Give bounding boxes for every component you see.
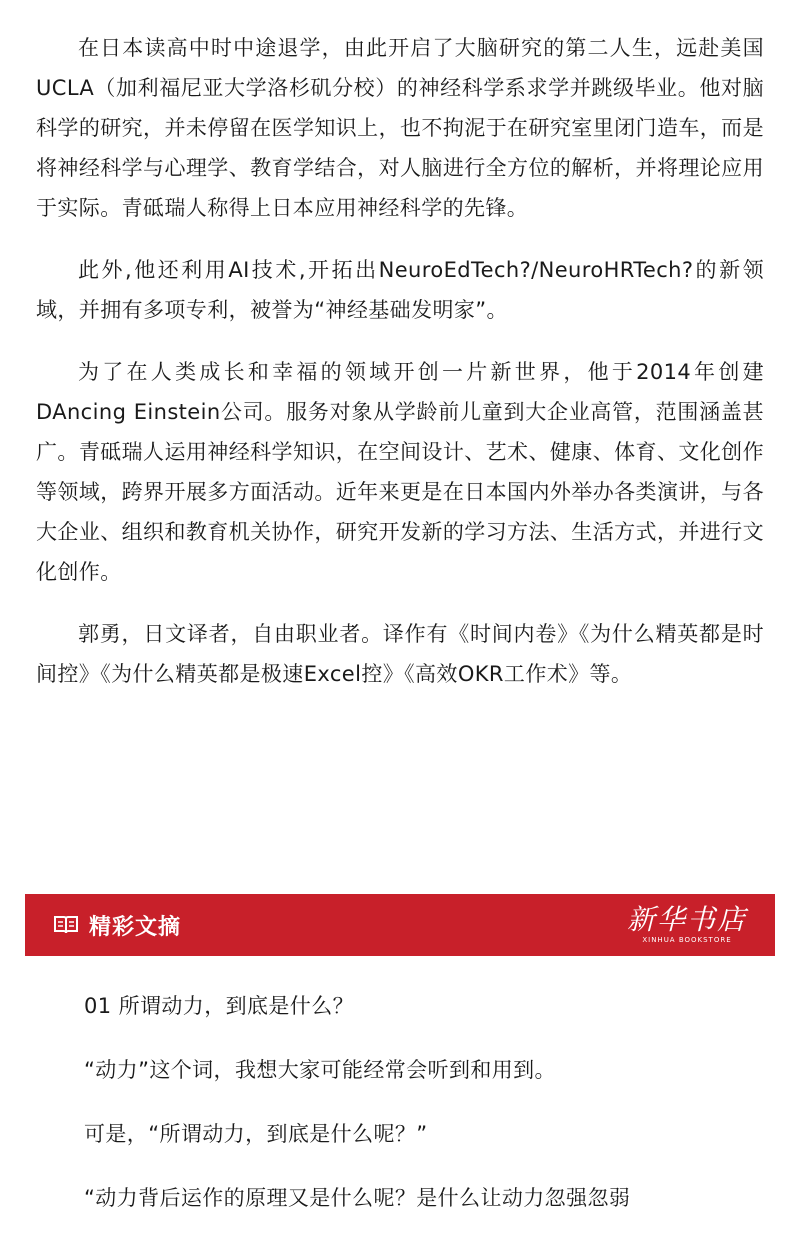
paragraph-ai-tech: 此外,他还利用AI技术,开拓出NeuroEdTech?/NeuroHRTech?的新领域，并拥有多项专利，被誉为“神经基础发明家”。 bbox=[36, 258, 764, 322]
xinhua-bookstore-logo bbox=[626, 903, 747, 944]
excerpt-line: “动力”这个词，我想大家可能经常会听到和用到。 bbox=[84, 1058, 556, 1082]
book-icon bbox=[53, 914, 79, 936]
logo-chinese-text: 新华书店 bbox=[626, 903, 747, 936]
excerpt-line: “动力背后运作的原理又是什么呢？是什么让动力忽强忽弱 bbox=[84, 1186, 631, 1210]
paragraph-company: 为了在人类成长和幸福的领域开创一片新世界，他于2014年创建DAncing Einstein公司。服务对象从学龄前儿童到大企业高管，范围涵盖甚广。青砥瑞人运用神经科学知识，在空间设计、艺术、健康、体育、文化创作等领域，跨界开展多方面活动。近年来更是在日本国内外举办各类演讲，与各大企业、组织和教育机关协作，研究开发新的学习方法、生活方式，并进行文化创作。 bbox=[36, 360, 764, 584]
section-banner bbox=[25, 894, 775, 956]
excerpt-line: 可是，“所谓动力，到底是什么呢？” bbox=[84, 1122, 428, 1146]
section-title: 精彩文摘 bbox=[89, 914, 182, 940]
excerpt-body bbox=[84, 985, 764, 1241]
excerpt-heading: 01 所谓动力，到底是什么？ bbox=[84, 994, 354, 1018]
banner-heading bbox=[53, 910, 181, 941]
paragraph-author-bio: 在日本读高中时中途退学，由此开启了大脑研究的第二人生，远赴美国UCLA（加利福尼亚大学洛杉矶分校）的神经科学系求学并跳级毕业。他对脑科学的研究，并未停留在医学知识上，也不拘泥于在研究室里闭门造车，而是将神经科学与心理学、教育学结合，对人脑进行全方位的解析，并将理论应用于实际。青砥瑞人称得上日本应用神经科学的先锋。 bbox=[36, 36, 764, 220]
article-body bbox=[36, 28, 764, 716]
paragraph-translator: 郭勇，日文译者，自由职业者。译作有《时间内卷》《为什么精英都是时间控》《为什么精英都是极速Excel控》《高效OKR工作术》等。 bbox=[36, 622, 764, 686]
logo-english-text: XINHUA BOOKSTORE bbox=[642, 936, 732, 944]
